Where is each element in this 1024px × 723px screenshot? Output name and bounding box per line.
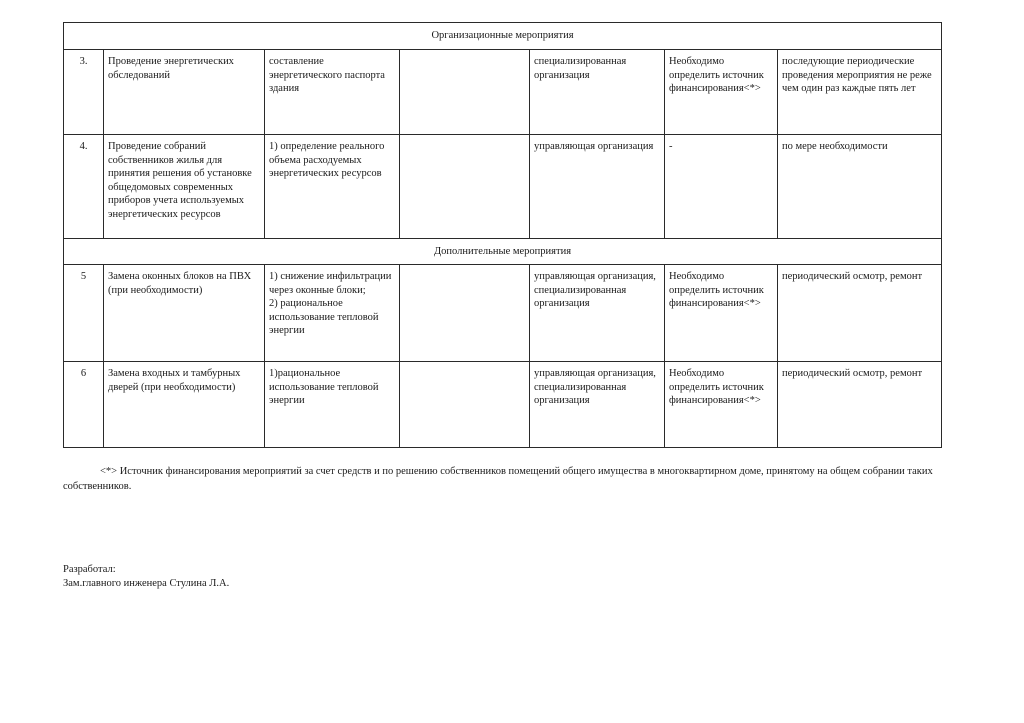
row-number: 4.	[64, 135, 104, 239]
section-row-organizational	[64, 23, 942, 50]
funding-footnote: <*> Источник финансирования мероприятий за счет средств и по решению собственников помещений общего имущества в многоквартирном доме, принятому на общем собрании таких собственников.	[63, 466, 933, 492]
measure-period: последующие периодические проведения мероприятия не реже чем один раз каждые пять лет	[778, 50, 942, 135]
measure-name: Проведение собраний собственников жилья для принятия решения об установке общедомовых современных приборов учета используемых энергетических ресурсов	[104, 135, 265, 239]
goal-line: 2) рациональное использование тепловой энергии	[269, 298, 379, 337]
measure-funding: -	[665, 135, 778, 239]
table-row	[64, 135, 942, 239]
measure-executor: управляющая организация, специализированная организация	[530, 265, 665, 362]
row-number: 6	[64, 362, 104, 448]
empty-cell	[400, 50, 530, 135]
measure-name: Проведение энергетических обследований	[104, 50, 265, 135]
empty-cell	[400, 135, 530, 239]
measure-period: по мере необходимости	[778, 135, 942, 239]
row-number: 3.	[64, 50, 104, 135]
measure-funding: Необходимо определить источник финансирования<*>	[665, 50, 778, 135]
measure-goal: 1) определение реального объема расходуемых энергетических ресурсов	[265, 135, 400, 239]
empty-cell	[400, 265, 530, 362]
measure-funding: Необходимо определить источник финансирования<*>	[665, 362, 778, 448]
measure-goal: составление энергетического паспорта здания	[265, 50, 400, 135]
measure-period: периодический осмотр, ремонт	[778, 362, 942, 448]
section-title: Дополнительные мероприятия	[64, 239, 942, 265]
measure-funding: Необходимо определить источник финансирования<*>	[665, 265, 778, 362]
measure-goal: 1)рациональное использование тепловой энергии	[265, 362, 400, 448]
table-row	[64, 265, 942, 362]
measure-executor: управляющая организация, специализированная организация	[530, 362, 665, 448]
measure-period: периодический осмотр, ремонт	[778, 265, 942, 362]
signature-label: Разработал:	[63, 564, 116, 575]
measures-table	[63, 22, 942, 448]
empty-cell	[400, 362, 530, 448]
measure-name: Замена входных и тамбурных дверей (при необходимости)	[104, 362, 265, 448]
measure-goal	[265, 265, 400, 362]
measure-executor: специализированная организация	[530, 50, 665, 135]
goal-line: 1) снижение инфильтрации через оконные блоки;	[269, 271, 392, 296]
signature-author: Зам.главного инженера Стулина Л.А.	[63, 578, 230, 589]
table-row	[64, 362, 942, 448]
section-title: Организационные мероприятия	[64, 23, 942, 50]
measure-executor: управляющая организация	[530, 135, 665, 239]
measure-name: Замена оконных блоков на ПВХ (при необходимости)	[104, 265, 265, 362]
section-row-additional	[64, 239, 942, 265]
table-row	[64, 50, 942, 135]
row-number: 5	[64, 265, 104, 362]
signature-block	[63, 563, 229, 591]
